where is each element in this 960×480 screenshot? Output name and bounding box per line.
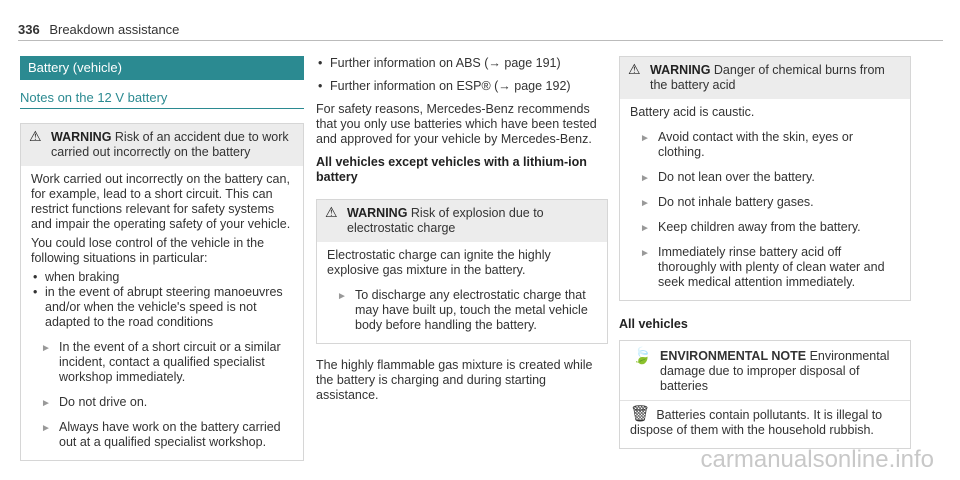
notes-heading: Notes on the 12 V battery <box>20 90 304 109</box>
warning-body <box>620 99 910 300</box>
warning-keyword: WARNING <box>51 130 112 144</box>
note-keyword: ENVIRONMENTAL NOTE <box>660 349 807 363</box>
page-header <box>18 22 179 37</box>
action-step: ► To discharge any electrostatic charge that may have built up, touch the metal vehicle body before handling the battery. <box>337 288 588 332</box>
arrow-right-icon: ► <box>640 223 650 234</box>
warning-paragraph: Battery acid is caustic. <box>630 105 755 119</box>
warning-header <box>317 200 607 242</box>
list-item: • Further information on ABS (→ page 191) <box>316 56 608 71</box>
arrow-right-icon: ► <box>640 248 650 259</box>
subsection-heading: All vehicles <box>619 317 688 331</box>
action-step: ► Avoid contact with the skin, eyes or clothing. <box>640 130 854 159</box>
warning-paragraph: Electrostatic charge can ignite the highly explosive gas mixture in the battery. <box>327 248 551 277</box>
bullet-list <box>31 270 293 330</box>
warning-title: Danger of chemical burns from the battery acid <box>650 63 885 92</box>
action-step: ► Immediately rinse battery acid off thoroughly with plenty of clean water and seek medical attention immediately. <box>640 245 885 289</box>
list-item: • Further information on ESP® (→ page 192) <box>316 79 608 94</box>
list-item: • in the event of abrupt steering manoeuvres and/or when the vehicle's speed is not adapted to the road conditions <box>31 285 293 330</box>
column-2 <box>316 56 608 407</box>
paragraph: The highly flammable gas mixture is created while the battery is charging and during starting assistance. <box>316 358 593 402</box>
crossed-bin-icon: 🗑 <box>630 406 651 423</box>
arrow-right-icon: ► <box>640 133 650 144</box>
environment-note-body <box>620 400 910 448</box>
action-step: ► Always have work on the battery carried out at a qualified specialist workshop. <box>41 420 281 449</box>
arrow-right-icon: ► <box>41 398 51 409</box>
action-step: ► Do not lean over the battery. <box>640 170 815 184</box>
action-step: ► Do not inhale battery gases. <box>640 195 814 209</box>
warning-keyword: WARNING <box>347 206 408 220</box>
action-step: ► Do not drive on. <box>41 395 148 409</box>
warning-triangle-icon: ⚠ <box>628 61 641 77</box>
section-title-bar: Battery (vehicle) <box>20 56 304 80</box>
column-3 <box>619 56 911 449</box>
action-step: ► Keep children away from the battery. <box>640 220 861 234</box>
warning-keyword: WARNING <box>650 63 711 77</box>
warning-body <box>21 166 303 460</box>
warning-triangle-icon: ⚠ <box>29 128 42 144</box>
warning-box-explosion <box>316 199 608 344</box>
arrow-right-icon: ► <box>640 173 650 184</box>
header-divider <box>18 40 943 41</box>
warning-box-accident <box>20 123 304 461</box>
arrow-right-icon: ► <box>640 198 650 209</box>
warning-title: Risk of an accident due to work carried out incorrectly on the battery <box>51 130 289 159</box>
page-number: 336 <box>18 22 40 37</box>
bullet-list <box>316 56 608 94</box>
subsection-heading: All vehicles except vehicles with a lithium-ion battery <box>316 155 587 184</box>
warning-header <box>21 124 303 166</box>
warning-title: Risk of explosion due to electrostatic charge <box>347 206 544 235</box>
action-step: ► In the event of a short circuit or a similar incident, contact a qualified specialist workshop immediately. <box>41 340 281 384</box>
warning-triangle-icon: ⚠ <box>325 204 338 220</box>
watermark: carmanualsonline.info <box>700 446 934 473</box>
paragraph: For safety reasons, Mercedes-Benz recommends that you only use batteries which have been tested and approved for your vehicle by Mercedes-Benz. <box>316 102 597 146</box>
note-title: Environmental damage due to improper disposal of batteries <box>660 349 890 393</box>
note-paragraph: 🗑 Batteries contain pollutants. It is illegal to dispose of them with the household rubbish. <box>630 406 883 437</box>
warning-box-acid <box>619 56 911 301</box>
leaf-icon: 🍃 <box>632 348 652 365</box>
arrow-right-icon: ► <box>41 423 51 434</box>
warning-body <box>317 242 607 343</box>
list-item: • when braking <box>31 270 293 285</box>
warning-paragraph: Work carried out incorrectly on the battery can, for example, lead to a short circuit. This can restrict functions relevant for safety systems and impair the operating safety of your vehicle. <box>31 172 291 231</box>
warning-header <box>620 57 910 99</box>
warning-paragraph: You could lose control of the vehicle in the following situations in particular: <box>31 236 265 265</box>
environment-note-box <box>619 340 911 449</box>
arrow-right-icon: ► <box>41 343 51 354</box>
page-title: Breakdown assistance <box>49 22 180 37</box>
arrow-right-icon: ► <box>337 291 347 302</box>
column-1 <box>20 56 304 461</box>
environment-note-header <box>620 341 910 400</box>
